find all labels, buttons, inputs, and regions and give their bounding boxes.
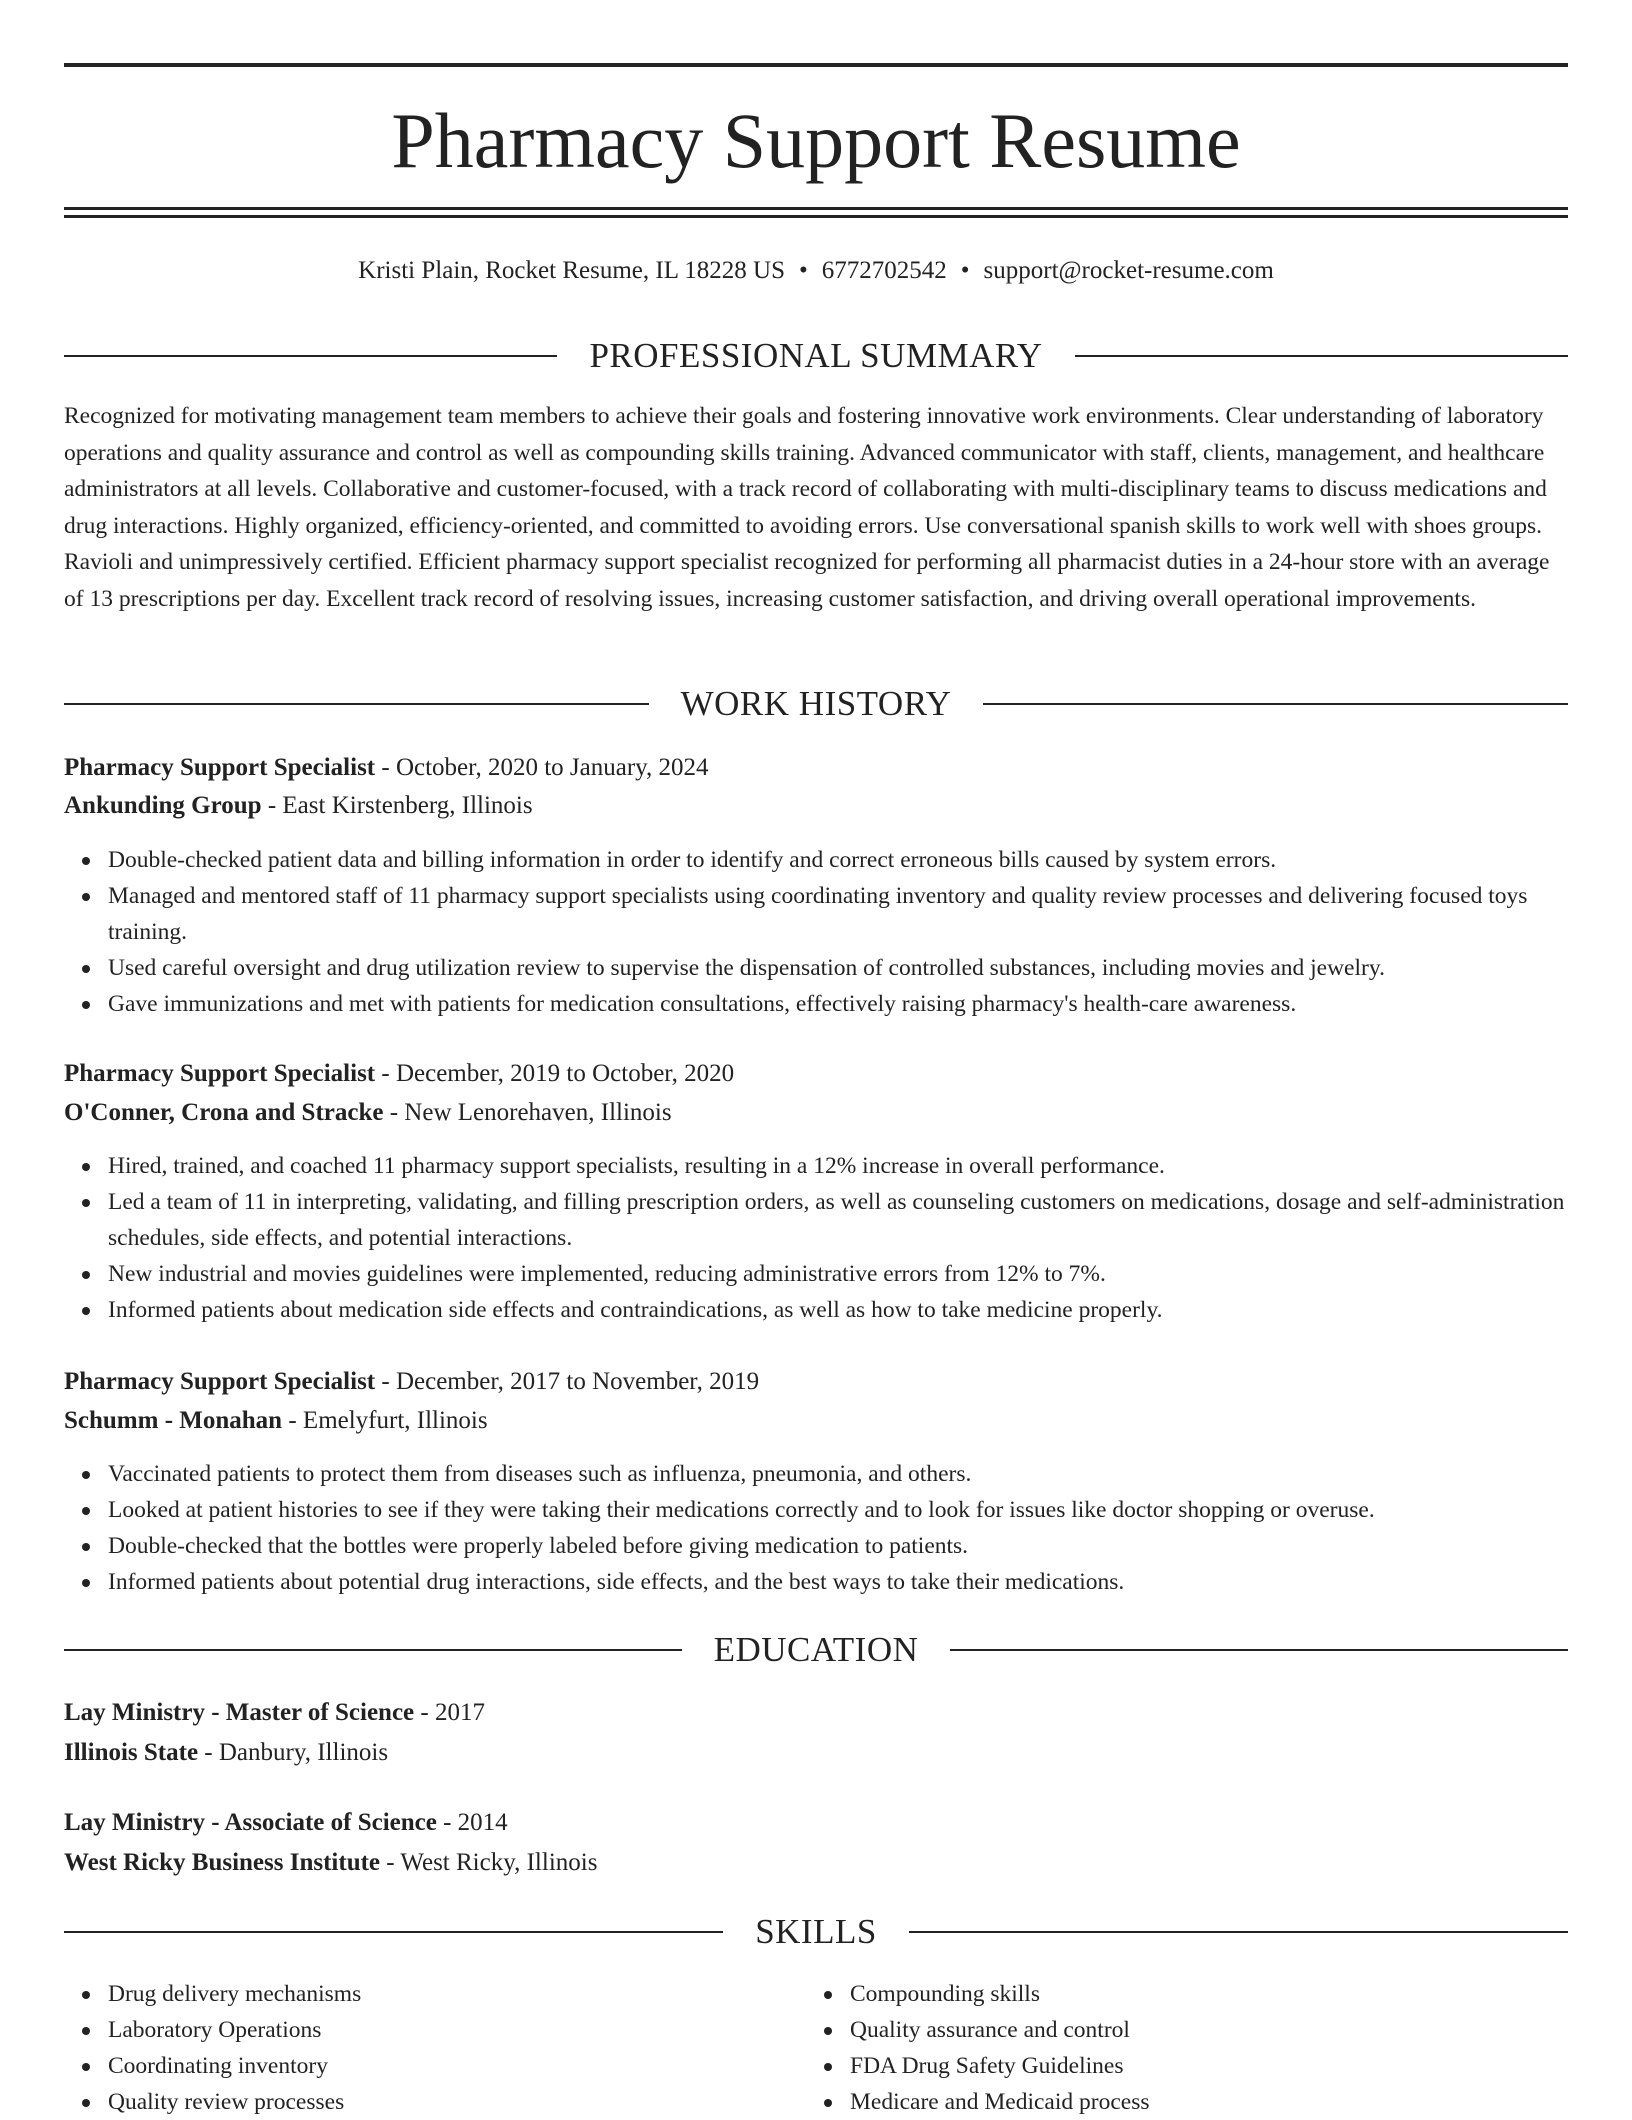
divider-line bbox=[909, 1931, 1568, 1933]
education-location: - West Ricky, Illinois bbox=[380, 1849, 598, 1876]
education-section-heading bbox=[64, 1628, 1568, 1672]
divider-line bbox=[983, 703, 1568, 705]
education-year: - 2017 bbox=[414, 1699, 485, 1726]
job-dates: - October, 2020 to January, 2024 bbox=[375, 754, 709, 781]
top-rule bbox=[64, 63, 1568, 67]
education-school-line bbox=[64, 1735, 1568, 1771]
list-item: Looked at patient histories to see if they were taking their medications correctly and to look for issues like doctor shopping or overuse. bbox=[108, 1492, 1568, 1528]
list-item: Vaccinated patients to protect them from diseases such as influenza, pneumonia, and others. bbox=[108, 1456, 1568, 1492]
list-item: Laboratory Operations bbox=[108, 2012, 764, 2048]
contact-email: support@rocket-resume.com bbox=[983, 257, 1274, 284]
list-item: Informed patients about potential drug interactions, side effects, and the best ways to take their medications. bbox=[108, 1564, 1568, 1600]
job-bullets bbox=[64, 1456, 1568, 1600]
education-location: - Danbury, Illinois bbox=[198, 1739, 389, 1766]
list-item: FDA Drug Safety Guidelines bbox=[850, 2048, 1506, 2084]
skills-section-heading bbox=[64, 1910, 1568, 1954]
job-title-line bbox=[64, 750, 1568, 786]
section-title: WORK HISTORY bbox=[680, 684, 952, 723]
job-company-line bbox=[64, 1403, 1568, 1439]
list-item: New industrial and movies guidelines were implemented, reducing administrative errors from 12% to 7%. bbox=[108, 1256, 1568, 1292]
list-item: Used careful oversight and drug utilization review to supervise the dispensation of controlled substances, including movies and jewelry. bbox=[108, 950, 1568, 986]
divider-line bbox=[64, 1649, 682, 1651]
job-company-line bbox=[64, 788, 1568, 824]
skills-column-left bbox=[64, 1976, 764, 2120]
education-school: West Ricky Business Institute bbox=[64, 1849, 381, 1876]
page-title: Pharmacy Support Resume bbox=[391, 97, 1241, 184]
job-role: Pharmacy Support Specialist bbox=[64, 1368, 376, 1395]
job-title-line bbox=[64, 1056, 1568, 1092]
summary-section-heading bbox=[64, 334, 1568, 378]
skills-list bbox=[806, 1976, 1506, 2120]
section-title: PROFESSIONAL SUMMARY bbox=[589, 336, 1043, 375]
job-bullets bbox=[64, 842, 1568, 1022]
contact-separator: • bbox=[960, 257, 970, 284]
job-role: Pharmacy Support Specialist bbox=[64, 1060, 376, 1087]
job-company-line bbox=[64, 1095, 1568, 1131]
list-item: Quality review processes bbox=[108, 2084, 764, 2120]
contact-phone: 6772702542 bbox=[821, 257, 947, 284]
work-section-heading bbox=[64, 682, 1568, 726]
list-item: Double-checked that the bottles were properly labeled before giving medication to patients. bbox=[108, 1528, 1568, 1564]
job-location: - New Lenorehaven, Illinois bbox=[383, 1099, 672, 1126]
job-bullets bbox=[64, 1148, 1568, 1328]
education-year: - 2014 bbox=[436, 1809, 508, 1836]
education-degree: Lay Ministry - Associate of Science bbox=[64, 1809, 437, 1836]
list-item: Informed patients about medication side effects and contraindications, as well as how to take medicine properly. bbox=[108, 1292, 1568, 1328]
list-item: Quality assurance and control bbox=[850, 2012, 1506, 2048]
divider-line bbox=[64, 355, 557, 357]
contact-separator: • bbox=[799, 257, 808, 284]
job-dates: - December, 2017 to November, 2019 bbox=[375, 1368, 760, 1395]
title-rule-upper bbox=[64, 207, 1568, 210]
list-item: Medicare and Medicaid process bbox=[850, 2084, 1506, 2120]
job-location: - Emelyfurt, Illinois bbox=[282, 1407, 488, 1434]
list-item: Compounding skills bbox=[850, 1976, 1506, 2012]
job-location: - East Kirstenberg, Illinois bbox=[261, 792, 533, 819]
education-school-line bbox=[64, 1845, 1568, 1881]
education-degree: Lay Ministry - Master of Science bbox=[64, 1699, 415, 1726]
job-company: Ankunding Group bbox=[64, 792, 262, 819]
job-dates: - December, 2019 to October, 2020 bbox=[375, 1060, 735, 1087]
education-school: Illinois State bbox=[64, 1739, 199, 1766]
summary-text: Recognized for motivating management team members to achieve their goals and fostering innovative work environments. Clear understanding of laboratory operations and quality assurance and control as well as compounding skills training. Advanced communicator with staff, clients, management, and healthcare administrators at all levels. Collaborative and customer-focused, with a track record of collaborating with multi-disciplinary teams to discuss medications and drug interactions. Highly organized, efficiency-oriented, and committed to avoiding errors. Use conversational spanish skills to work well with shoes groups. Ravioli and unimpressively certified. Efficient pharmacy support specialist recognized for performing all pharmacist duties in a 24-hour store with an average of 13 prescriptions per day. Excellent track record of resolving issues, increasing customer satisfaction, and driving overall operational improvements. bbox=[64, 403, 1550, 612]
list-item: Hired, trained, and coached 11 pharmacy support specialists, resulting in a 12% increase in overall performance. bbox=[108, 1148, 1568, 1184]
divider-line bbox=[950, 1649, 1568, 1651]
list-item: Double-checked patient data and billing information in order to identify and correct erroneous bills caused by system errors. bbox=[108, 842, 1568, 878]
section-title: SKILLS bbox=[755, 1912, 877, 1951]
contact-line bbox=[64, 254, 1568, 288]
list-item: Drug delivery mechanisms bbox=[108, 1976, 764, 2012]
contact-address: Kristi Plain, Rocket Resume, IL 18228 US bbox=[358, 257, 785, 284]
title-rule-lower bbox=[64, 215, 1568, 218]
job-title-line bbox=[64, 1364, 1568, 1400]
divider-line bbox=[64, 703, 649, 705]
list-item: Managed and mentored staff of 11 pharmacy support specialists using coordinating inventory and quality review processes and delivering focused toys training. bbox=[108, 878, 1568, 950]
divider-line bbox=[64, 1931, 723, 1933]
skills-column-right bbox=[806, 1976, 1506, 2120]
job-company: Schumm - Monahan bbox=[64, 1407, 283, 1434]
skills-list bbox=[64, 1976, 764, 2120]
divider-line bbox=[1075, 355, 1568, 357]
job-role: Pharmacy Support Specialist bbox=[64, 754, 376, 781]
section-title: EDUCATION bbox=[713, 1630, 919, 1669]
education-degree-line bbox=[64, 1695, 1568, 1731]
education-degree-line bbox=[64, 1805, 1568, 1841]
job-company: O'Conner, Crona and Stracke bbox=[64, 1099, 384, 1126]
list-item: Coordinating inventory bbox=[108, 2048, 764, 2084]
list-item: Gave immunizations and met with patients for medication consultations, effectively raising pharmacy's health-care awareness. bbox=[108, 986, 1568, 1022]
list-item: Led a team of 11 in interpreting, validating, and filling prescription orders, as well as counseling customers on medications, dosage and self-administration schedules, side effects, and potential interactions. bbox=[108, 1184, 1568, 1256]
